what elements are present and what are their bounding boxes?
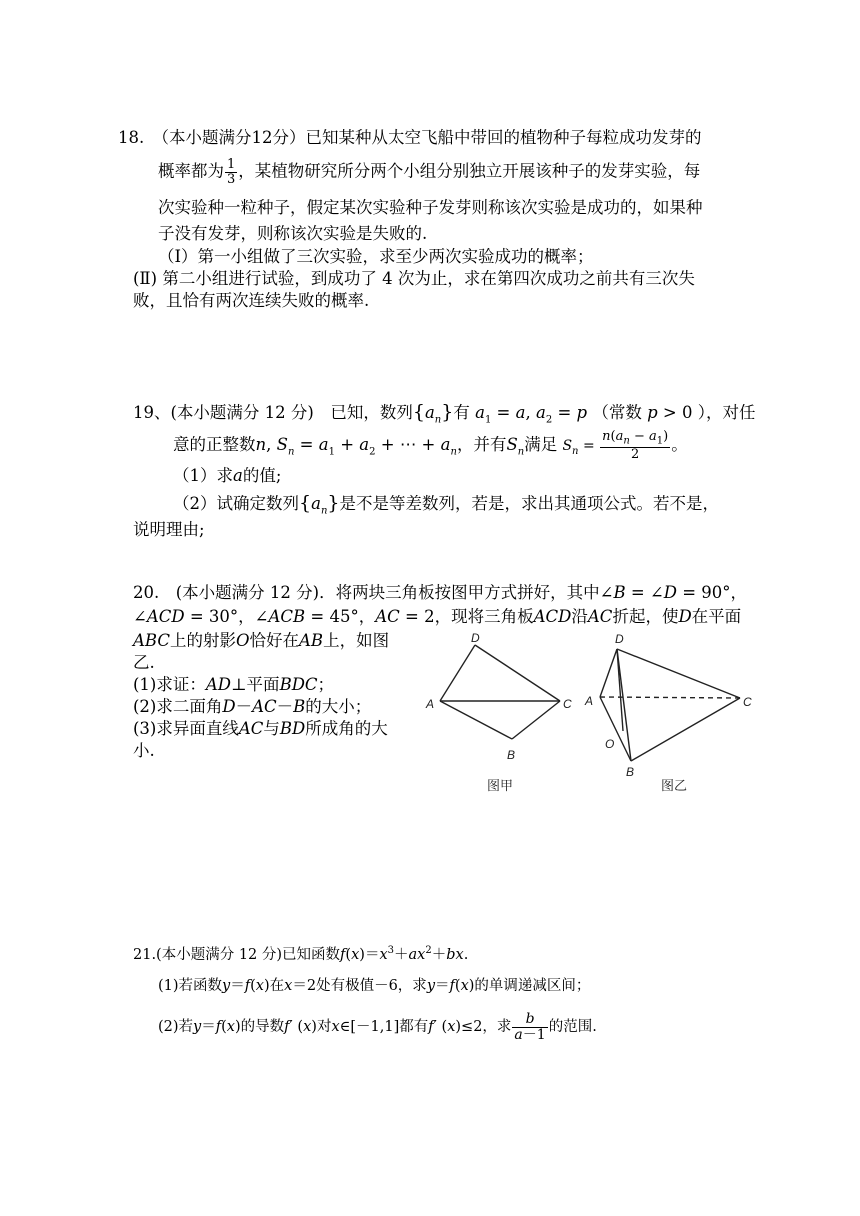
q19-line-3	[173, 468, 281, 485]
q20-text: 与	[263, 719, 280, 738]
q19-text: （1）求	[173, 466, 233, 485]
figure-b-caption: 图乙	[661, 778, 688, 793]
q20-text: 沿	[571, 607, 588, 626]
q20-text: ⊥平面	[231, 675, 280, 694]
q18-line-4: 子没有发芽，则称该次实验是失败的.	[158, 224, 428, 243]
q18-line-7: 败，且恰有两次连续失败的概率.	[133, 291, 370, 310]
svg-text:O: O	[605, 737, 615, 751]
q19-text: 意的正整数	[173, 434, 256, 454]
svg-text:C: C	[743, 695, 752, 709]
figure-a-labels	[425, 631, 572, 762]
q20-text: 20. (本小题满分 12 分)．将两块三角板按图甲方式拼好，其中	[133, 583, 600, 602]
q20-line-6: (2)求二面角D－AC－B的大小；	[133, 697, 372, 716]
figure-b-diagram	[600, 649, 740, 761]
ac-length: AC = 2	[375, 607, 435, 626]
q18-text: ，某植物研究所分两个小组分别独立开展该种子的发芽实验，每	[238, 161, 701, 181]
q20-line-5: (1)求证：AD⊥平面BDC；	[133, 675, 335, 694]
q20-line-3: ABC上的射影O恰好在AB上，如图	[133, 631, 390, 650]
q20-line-4: 乙.	[133, 653, 155, 672]
q19-text: ，并有	[456, 434, 507, 454]
q18-line-6: (Ⅱ) 第二小组进行试验，到成功了 4 次为止，求在第四次成功之前共有三次失	[133, 269, 695, 288]
p-condition: p > 0	[647, 403, 698, 422]
q20-text: ，	[730, 583, 748, 602]
q21-text: 都有	[399, 1019, 429, 1036]
q21-text: 的导数	[240, 1019, 285, 1036]
q19-line-2	[173, 430, 688, 462]
q19-text: 有	[453, 403, 470, 422]
svg-text:C: C	[563, 697, 572, 711]
q20-text: 恰好在	[249, 631, 300, 650]
q20-line-2: ∠ACD = 30°，∠ACB = 45°，AC = 2，现将三角板ACD沿AC折起，使D在平面	[133, 607, 742, 626]
q21-text: 21.(本小题满分 12 分)已知函数	[133, 946, 341, 963]
svg-text:B: B	[626, 765, 635, 779]
q21-line-2: (1)若函数y＝f(x)在x＝2处有极值－6，求y＝f(x)的单调递减区间；	[158, 978, 591, 994]
sn-formula: $S_n$ = $\frac{n(a_n - a_1)}{2}$	[562, 429, 669, 463]
q21-text: 处有极值－6，求	[316, 978, 427, 994]
a-symbol: a	[233, 466, 243, 485]
frac-num: 1	[227, 157, 236, 172]
q20-line-7: (3)求异面直线AC与BD所成角的大	[133, 719, 388, 738]
q18-line-2	[158, 158, 700, 186]
q21-text: (1)若函数	[158, 978, 223, 994]
q20-text: (1)求证：	[133, 675, 206, 694]
q20-text: ，现将三角板	[434, 607, 534, 626]
q20-text: 的大小；	[305, 697, 372, 716]
figure-a-diagram	[440, 645, 560, 739]
q20-line-8: 小.	[133, 741, 155, 760]
b-over-a-minus-1: $\frac{b}{a-1}$	[514, 1011, 546, 1043]
q21-text: 在	[269, 978, 285, 994]
probability-fraction	[225, 158, 237, 186]
svg-text:A: A	[426, 697, 435, 711]
angle-acb: ∠ACB = 45°	[254, 607, 359, 626]
q21-text: 对	[316, 1019, 332, 1036]
q19-text: （常数	[592, 403, 642, 422]
q21-line-3: (2)若y＝f(x)的导数f′ (x)对x∈[－1,1]都有f′ (x)≤2，求 $\frac{b}{a-1}$ 的范围.	[158, 1011, 597, 1043]
q21-line-1	[133, 946, 468, 962]
svg-text:D: D	[615, 632, 624, 646]
q21-text: ≤2，求	[461, 1019, 512, 1036]
q20-line-1	[133, 585, 747, 602]
q21-text: 的范围.	[548, 1019, 597, 1036]
q19-text: 满足	[524, 434, 558, 454]
q20-text: 在平面	[691, 607, 742, 626]
q18-line-5: （Ⅰ）第一小组做了三次实验，求至少两次实验成功的概率；	[158, 247, 594, 266]
a1-a2-formula: $a_1 = a$, $a_2 = p$	[475, 403, 588, 426]
q19-text: 的值;	[242, 466, 282, 485]
angle-b-d: ∠B = ∠D = 90°	[599, 583, 731, 602]
figure-triangles	[420, 628, 770, 803]
svg-text:D: D	[471, 631, 480, 645]
svg-text:A: A	[585, 694, 594, 708]
q20-text: (3)求异面直线	[133, 719, 239, 738]
sn-symbol: $S_n$	[506, 434, 525, 458]
q18-line-1: 18. （本小题满分12分）已知某种从太空飞船中带回的植物种子每粒成功发芽的	[118, 128, 702, 147]
frac-den: 3	[227, 171, 236, 187]
q20-text: ，	[358, 607, 376, 626]
sequence-an: $\{a_n\}$	[412, 401, 454, 426]
q19-text: （2）试确定数列	[173, 494, 299, 513]
q18-line-3: 次实验种一粒种子，假定某次实验种子发芽则称该次实验是成功的，如果种	[158, 198, 703, 217]
q20-text: (2)求二面角	[133, 697, 223, 716]
q19-text: 是不是等差数列，若是，求出其通项公式。若不是，	[339, 494, 719, 513]
q20-text: 上的射影	[169, 631, 236, 650]
q20-text: ，	[238, 607, 255, 626]
q21-text: 的单调递减区间；	[474, 978, 591, 994]
q20-text: 折起，使	[612, 607, 679, 626]
q19-line-5: 说明理由;	[133, 520, 205, 539]
q19-text: ），对任	[697, 403, 756, 422]
q19-line-1	[133, 403, 755, 425]
q19-line-4	[173, 494, 719, 516]
q21-text: (2)若	[158, 1019, 194, 1036]
sequence-an: $\{a_n\}$	[299, 492, 340, 517]
q19-text: 19、(本小题满分 12 分) 已知，数列	[133, 403, 413, 422]
q18-text: 概率都为	[158, 161, 224, 181]
q20-text: ；	[317, 675, 335, 694]
figure-a-caption: 图甲	[487, 778, 514, 793]
angle-acd: ∠ACD = 30°	[133, 607, 239, 626]
q20-text: 所成角的大	[305, 719, 388, 738]
function-fx: $f(x)=x^3+ax^2+bx$.	[340, 945, 469, 963]
sn-sum-formula: n, $S_n = a_1 + a_2$ + ⋯ + $a_n$	[255, 434, 457, 458]
q20-text: 上，如图	[323, 631, 390, 650]
q19-text: 。	[671, 434, 688, 454]
svg-text:B: B	[507, 748, 516, 762]
